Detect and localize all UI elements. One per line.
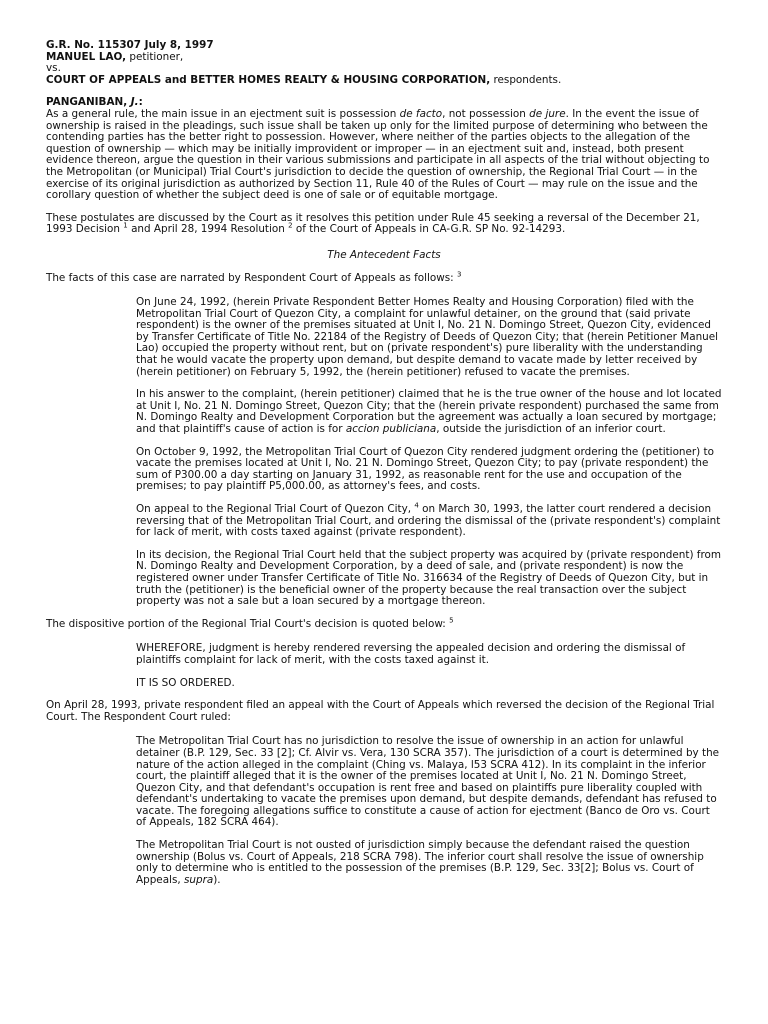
block-quote-ruling: [136, 736, 722, 886]
quote-paragraph: On appeal to the Regional Trial Court of Quezon City, $^4$ on March 30, 1993, the latter court rendered a decision reversing that of the Metropolitan Trial Court, and ordering the dismissal of the (private respondent's) complaint for lack of merit, with costs taxed against (private respondent).: [136, 501, 721, 539]
quote-paragraph: In his answer to the complaint, (herein petitioner) claimed that he is the true owner of the house and lot located at Unit I, No. 21 N. Domingo Street, Quezon City; that the (herein private respondent) purchased the same from N. Domingo Realty and Development Corporation but the agreement was actually a loan secured by mortgage; and that plaintiff's cause of action is for accion publiciana, outside the jurisdiction of an inferior court.: [136, 388, 722, 436]
quote-paragraph: In its decision, the Regional Trial Court held that the subject property was acquired by (private respondent) from N. Domingo Realty and Development Corporation, by a deed of sale, and (private respondent) is now the registered owner under Transfer Certificate of Title No. 316634 of the Registry of Deeds of Quezon City, but in truth the (petitioner) is the beneficial owner of the property because the real transaction over the subject property was not a sale but a loan secured by a mortgage thereon.: [136, 548, 721, 608]
intro-paragraph-2: These postulates are discussed by the Court as it resolves this petition under Rule 45 seeking a reversal of the December 21, 1993 Decision $^1$ and April 28, 1994 Resolution $^2$ of the Court of Appeals in CA-G.R. SP No. 92-14293.: [46, 211, 700, 236]
case-number-text: G.R. No. 115307 July 8, 1997: [46, 39, 214, 51]
appeal-paragraph: On April 28, 1993, private respondent filed an appeal with the Court of Appeals which reversed the decision of the Regional Trial Court. The Respondent Court ruled:: [46, 699, 715, 723]
petitioner-line: [46, 52, 722, 64]
dispositive-intro: The dispositive portion of the Regional Trial Court's decision is quoted below: $^5$: [46, 616, 454, 630]
quote-paragraph: The Metropolitan Trial Court has no jurisdiction to resolve the issue of ownership in an action for unlawful detainer (B.P. 129, Sec. 33 [2]; Cf. Alvir vs. Vera, 130 SCRA 357). The jurisdiction of a court is determined by the nature of the action alleged in the complaint (Ching vs. Malaya, l53 SCRA 412). In its complaint in the inferior court, the plaintiff alleged that it is the owner of the premises located at Unit I, No. 21 N. Domingo Street, Quezon City, and that defendant's occupation is rent free and based on plaintiffs pure liberality coupled with defendant's undertaking to vacate the premises upon demand, but despite demands, defendant has refused to vacate. The foregoing allegations suffice to constitute a cause of action for ejectment (Banco de Oro vs. Court of Appeals, 182 SCRA 464).: [136, 735, 720, 829]
case-header: [46, 40, 722, 86]
quote-paragraph: On October 9, 1992, the Metropolitan Trial Court of Quezon City rendered judgment ordering the (petitioner) to vacate the premises located at Unit I, No. 21 N. Domingo Street, Quezon City; to pay (private respondent) the sum of P300.00 a day starting on January 31, 1992, as reasonable rent for the use and occupation of the premises; to pay plaintiff P5,000.00, as attorney's fees, and costs.: [136, 445, 714, 493]
petitioner-role: petitioner,: [126, 50, 184, 63]
versus-line: vs.: [46, 62, 61, 75]
quote-paragraph: The Metropolitan Trial Court is not ousted of jurisdiction simply because the defendant raised the question ownership (Bolus vs. Court of Appeals, 218 SCRA 798). The inferior court shall resolve the issue of ownership only to determine who is entitled to the possession of the premises (B.P. 129, Sec. 33[2]; Bolus vs. Court of Appeals, supra).: [136, 839, 704, 886]
footnote-ref-2[interactable]: 2: [288, 221, 293, 230]
respondents-role: respondents.: [490, 73, 562, 86]
quote-paragraph: WHEREFORE, judgment is hereby rendered reversing the appealed decision and ordering the dismissal of plaintiffs complaint for lack of merit, with the costs taxed against it.: [136, 642, 686, 666]
section-title: The Antecedent Facts: [327, 248, 441, 261]
petitioner-name: MANUEL LAO,: [46, 50, 127, 63]
intro-paragraph-1: As a general rule, the main issue in an ejectment suit is possession de facto, not possession de jure. In the event the issue of ownership is raised in the pleadings, such issue shall be taken up only for the limited purpose of determining who between the contending parties has the better right to possession. However, where neither of the parties objects to the allegation of the question of ownership — which may be initially improvident or improper — in an ejectment suit and, instead, both present evidence thereon, argue the question in their various submissions and participate in all aspects of the trial without objecting to the Metropolitan (or Municipal) Trial Court's jurisdiction to decide the question of ownership, the Regional Trial Court — in the exercise of its original jurisdiction as authorized by Section 11, Rule 40 of the Rules of Court — may rule on the issue and the corollary question of whether the subject deed is one of sale or of equitable mortgage.: [46, 107, 710, 202]
footnote-ref-3[interactable]: 3: [456, 270, 462, 279]
block-quote-facts: [136, 297, 722, 608]
footnote-ref-5[interactable]: 5: [449, 616, 454, 625]
quote-paragraph: IT IS SO ORDERED.: [136, 676, 235, 689]
facts-intro: The facts of this case are narrated by Respondent Court of Appeals as follows: $^3$: [46, 270, 462, 284]
respondents-name: COURT OF APPEALS and BETTER HOMES REALTY & HOUSING CORPORATION,: [46, 73, 491, 86]
respondents-line: [46, 75, 722, 87]
footnote-ref-4[interactable]: 4: [414, 501, 419, 510]
ponente: PANGANIBAN, J.:: [46, 96, 143, 109]
footnote-ref-1[interactable]: 1: [123, 221, 128, 230]
quote-paragraph: On June 24, 1992, (herein Private Respondent Better Homes Realty and Housing Corporation) filed with the Metropolitan Trial Court of Quezon City, a complaint for unlawful detainer, on the ground that (said private respondent) is the owner of the premises situated at Unit I, No. 21 N. Domingo Street, Quezon City, evidenced by Transfer Certificate of Title No. 22184 of the Registry of Deeds of Quezon City; that (herein Petitioner Manuel Lao) occupied the property without rent, but on (private respondent's) pure liberality with the understanding that he would vacate the property upon demand, but despite demand to vacate made by letter received by (herein petitioner) on February 5, 1992, the (herein petitioner) refused to vacate the premises.: [136, 296, 719, 378]
block-quote-dispositive: [136, 643, 722, 689]
